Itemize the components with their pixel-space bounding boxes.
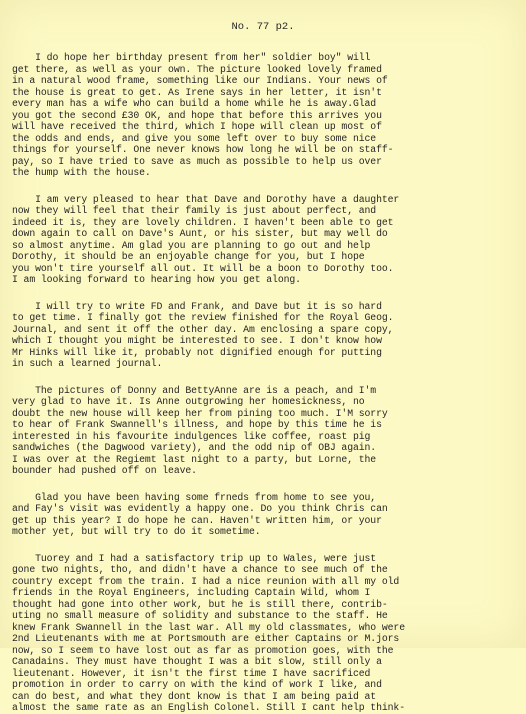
letter-line: the hump with the house. — [12, 167, 151, 178]
letter-paragraph — [12, 52, 517, 179]
letter-line: interested in his favourite indulgences like coffee, roast pig — [12, 430, 371, 442]
letter-line: now they will feel that their family is just about perfect, and — [12, 205, 377, 216]
letter-line: Tuorey and I had a satisfactory trip up to Wales, were just — [12, 552, 377, 564]
letter-line: lieutenant. However, it isn't the first time I have sacrificed — [12, 667, 371, 679]
letter-line: to get time. I finally got the review finished for the Royal Geog. — [12, 312, 394, 323]
letter-line: Glad you have been having some frneds from home to see you, — [12, 491, 377, 503]
letter-line: thought had gone into other work, but he is still there, contrib- — [12, 598, 388, 610]
letter-line: will have received the third, which I hope will clean up most of — [12, 121, 382, 132]
letter-paragraph — [12, 385, 517, 477]
letter-line: I am looking forward to hearing how you get along. — [12, 274, 301, 285]
letter-line: the odds and ends, and give you some left over to buy some nice — [12, 132, 377, 144]
letter-line: I was over at the Regiemt last night to a party, but Lorne, the — [12, 453, 377, 465]
page-number-header: No. 77 p2. — [231, 21, 295, 33]
letter-paragraph — [12, 301, 517, 370]
letter-line: every man has a wife who can build a home while he is away.Glad — [12, 98, 377, 109]
letter-line: mother yet, but will try to do it sometime. — [12, 526, 261, 537]
letter-line: I am very pleased to hear that Dave and Dorothy have a daughter — [12, 193, 400, 205]
letter-line: in a natural wood frame, something like our Indians. Your news of — [12, 75, 388, 86]
letter-line: in such a learned journal. — [12, 358, 163, 369]
letter-body — [12, 52, 517, 714]
letter-line: friends in the Royal Engineers, including Captain Wild, whom I — [12, 587, 371, 598]
letter-paragraph — [12, 194, 517, 286]
letter-line: sandwiches (the Dagwood variety), and the odd nip of OBJ again. — [12, 442, 377, 453]
letter-line: bounder had pushed off on leave. — [12, 465, 197, 476]
letter-line: I will try to write FD and Frank, and Dave but it is so hard — [12, 300, 382, 312]
letter-line: to hear of Frank Swannell's illness, and hope by this time he is — [12, 419, 382, 430]
letter-line: get there, as well as your own. The picture looked lovely framed — [12, 63, 382, 75]
letter-line: I do hope her birthday present from her" soldier boy" will — [12, 52, 371, 63]
letter-line: down again to call on Dave's Aunt, or his sister, but may well do — [12, 228, 388, 239]
letter-line: almost the same rate as an English Colonel. Still I cant help think- — [12, 702, 405, 713]
letter-line: get up this year? I do hope he can. Haven't written him, or your — [12, 514, 382, 526]
letter-line: you got the second £30 OK, and hope that before this arrives you — [12, 109, 382, 121]
letter-line: can do best, and what they dont know is that I am being paid at — [12, 690, 377, 702]
letter-line: Mr Hinks will like it, probably not dignified enough for putting — [12, 346, 382, 358]
letter-line: now, so I seem to have lost out as far as promotion goes, with the — [12, 644, 394, 656]
letter-line: Canadains. They must have thought I was a bit slow, still only a — [12, 656, 382, 667]
letter-line: indeed it is, they are lovely children. I haven't been able to get — [12, 216, 394, 228]
letter-line: very glad to have it. Is Anne outgrowing her homesickness, no — [12, 396, 365, 407]
letter-line: and Fay's visit was evidently a happy one. Do you think Chris can — [12, 503, 388, 514]
letter-line: gone two nights, tho, and didn't have a chance to see much of the — [12, 564, 388, 575]
letter-line: The pictures of Donny and BettyAnne are is a peach, and I'm — [12, 384, 377, 396]
letter-line: things for yourself. One never knows how long he will be on staff- — [12, 144, 394, 155]
letter-paragraph — [12, 492, 517, 538]
letter-line: you won't tire yourself all out. It will be a boon to Dorothy too. — [12, 262, 394, 274]
letter-line: Journal, and sent it off the other day. Am enclosing a spare copy, — [12, 323, 394, 335]
letter-line: knew Frank Swannell in the last war. All my old classmates, who were — [12, 621, 405, 633]
letter-line: promotion in order to carry on with the kind of work I like, and — [12, 679, 382, 690]
letter-line: doubt the new house will keep her from pining too much. I'M sorry — [12, 407, 388, 419]
letter-line: 2nd Lieutenants with me at Portsmouth are either Captains or M.jors — [12, 633, 400, 644]
letter-line: the house is great to get. As Irene says in her letter, it isn't — [12, 86, 382, 98]
letter-line: pay, so I have tried to save as much as possible to help us over — [12, 155, 382, 167]
letter-paragraph — [12, 553, 517, 714]
letter-line: country except from the train. I had a nice reunion with all my old — [12, 575, 400, 587]
letter-line: so almost anytime. Am glad you are planning to go out and help — [12, 239, 371, 251]
letter-line: which I thought you might be interested to see. I don't know how — [12, 335, 382, 346]
letter-line: Dorothy, it should be an enjoyable change for you, but I hope — [12, 251, 365, 262]
letter-line: uting no small measure of solidity and substance to the staff. He — [12, 610, 388, 621]
